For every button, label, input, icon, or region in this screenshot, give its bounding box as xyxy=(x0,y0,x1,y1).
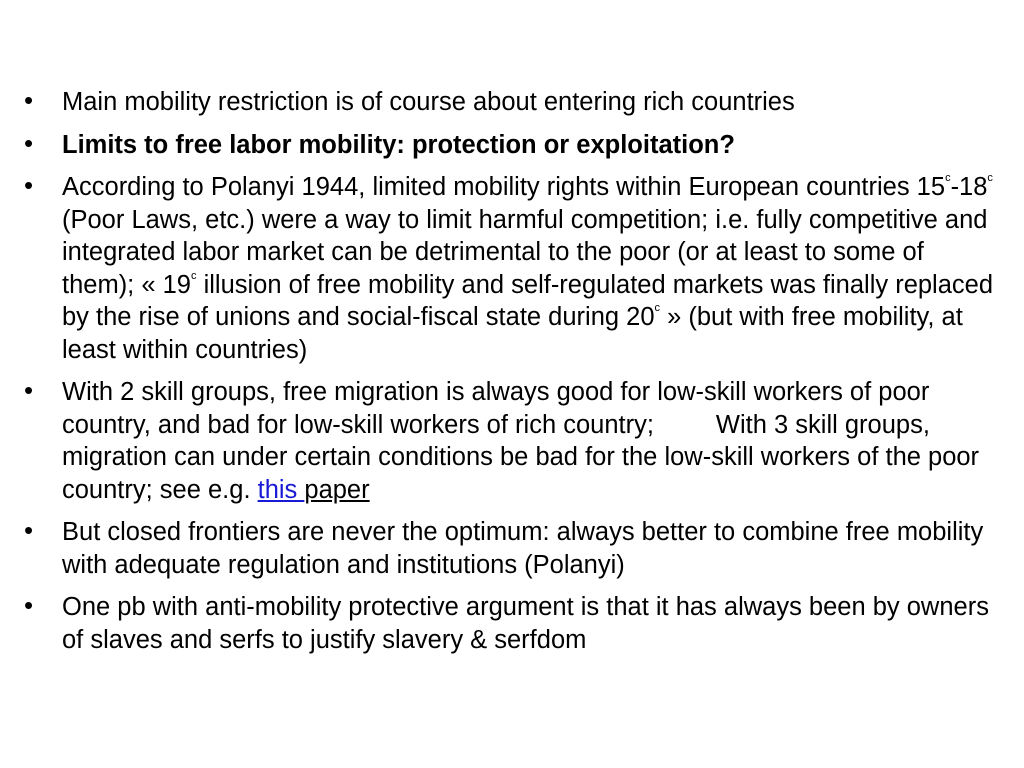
bullet-dot: • xyxy=(24,170,34,200)
bullet-text-part: » (but with free mobility, at least within countries) xyxy=(62,303,963,364)
bullet-text-part: illusion of free mobility and self-regulated markets was finally replaced by the rise of unions and social-fiscal state during 20 xyxy=(62,270,994,331)
century-superscript: c xyxy=(190,269,197,282)
bullet-text-part: With 3 skill groups, migration can under certain conditions be bad for the low-skill workers of the poor country; see e.g. xyxy=(62,410,980,504)
paper-link-paper[interactable]: paper xyxy=(304,475,370,504)
century-superscript: c xyxy=(945,172,951,184)
century-superscript: c xyxy=(987,172,993,184)
bullet-dot: • xyxy=(24,375,34,405)
bullet-item-2 xyxy=(24,129,999,162)
bullet-text: One pb with anti-mobility protective argument is that it has always been by owners of slaves and serfs to justify slavery & serfdom xyxy=(62,593,989,654)
paper-link-this[interactable]: this xyxy=(257,475,305,504)
bullet-item-4 xyxy=(24,376,999,506)
bullet-text xyxy=(62,171,999,366)
bullet-text: But closed frontiers are never the optimum: always better to combine free mobility with adequate regulation and institutions (Polanyi) xyxy=(62,518,984,579)
bullet-text: Main mobility restriction is of course about entering rich countries xyxy=(62,88,795,116)
bullet-item-6 xyxy=(24,591,999,656)
bullet-dot: • xyxy=(24,85,34,115)
century-superscript: c xyxy=(654,302,661,314)
bullet-text xyxy=(62,376,999,506)
bullet-list xyxy=(24,86,999,666)
bullet-item-1 xyxy=(24,86,999,119)
bullet-text: Limits to free labor mobility: protection or exploitation? xyxy=(62,130,735,159)
bullet-dot: • xyxy=(24,515,34,545)
bullet-text-part: -18 xyxy=(950,173,988,201)
bullet-text-part: With 2 skill groups, free migration is always good for low-skill workers of poor country, and bad for low-skill workers of rich country; xyxy=(62,378,930,439)
bullet-text-part: According to Polanyi 1944, limited mobility rights within European countries 15 xyxy=(62,173,946,201)
bullet-item-3 xyxy=(24,171,999,366)
bullet-dot: • xyxy=(24,127,34,158)
bullet-item-5 xyxy=(24,516,999,581)
bullet-text-part: (Poor Laws, etc.) were a way to limit harmful competition; i.e. fully competitive and integrated labor market can be detrimental to the poor (or at least to some of them); « 19 xyxy=(62,205,988,299)
bullet-dot: • xyxy=(24,590,34,620)
